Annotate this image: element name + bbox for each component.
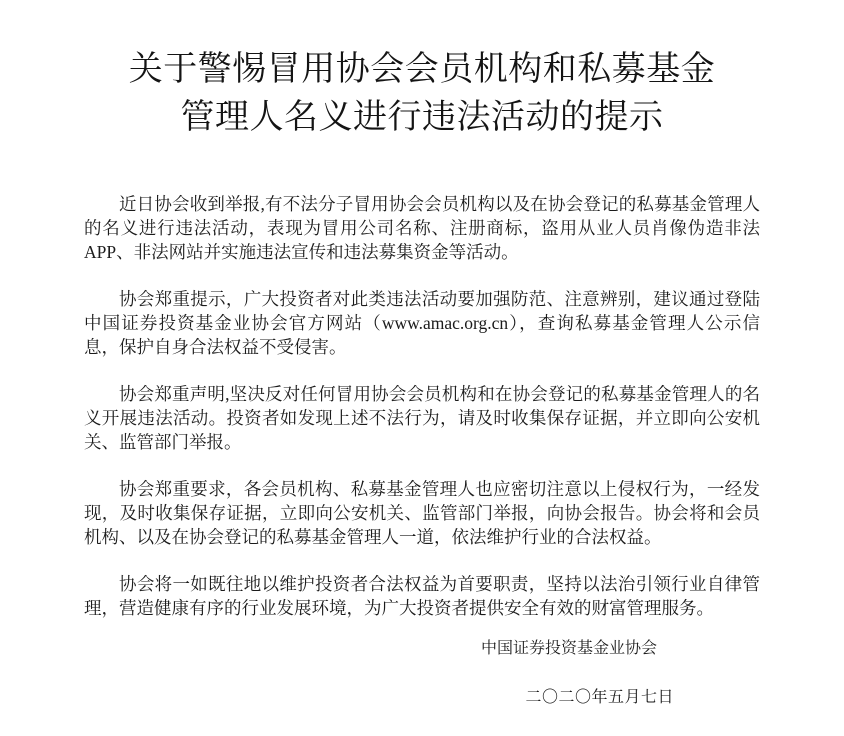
notice-paragraph-2: 协会郑重提示，广大投资者对此类违法活动要加强防范、注意辨别，建议通过登陆中国证券投资基金业协会官方网站（www.amac.org.cn），查询私募基金管理人公示信息，保护自身合法权益不受侵害。 — [84, 289, 760, 357]
page-title-line-1: 关于警惕冒用协会会员机构和私募基金 — [128, 51, 716, 88]
notice-body — [84, 192, 760, 620]
notice-paragraph-4: 协会郑重要求，各会员机构、私募基金管理人也应密切注意以上侵权行为，一经发现，及时收集保存证据，立即向公安机关、监管部门举报，向协会报告。协会将和会员机构、以及在协会登记的私募基金管理人一道，依法维护行业的合法权益。 — [84, 479, 760, 547]
issuer-signature: 中国证券投资基金业协会 — [480, 640, 657, 657]
page-title — [62, 46, 782, 142]
notice-paragraph-5: 协会将一如既往地以维护投资者合法权益为首要职责，坚持以法治引领行业自律管理，营造健康有序的行业发展环境，为广大投资者提供安全有效的财富管理服务。 — [84, 574, 760, 618]
notice-paragraph-3: 协会郑重声明,坚决反对任何冒用协会会员机构和在协会登记的私募基金管理人的名义开展违法活动。投资者如发现上述不法行为，请及时收集保存证据，并立即向公安机关、监管部门举报。 — [84, 384, 760, 452]
page-title-line-2: 管理人名义进行违法活动的提示 — [180, 99, 664, 136]
issue-date: 二〇二〇年五月七日 — [525, 689, 674, 706]
notice-paragraph-1: 近日协会收到举报,有不法分子冒用协会会员机构以及在协会登记的私募基金管理人的名义进行违法活动，表现为冒用公司名称、注册商标，盗用从业人员肖像伪造非法 APP、非法网站并实施违法宣传和违法募集资金等活动。 — [84, 194, 760, 262]
